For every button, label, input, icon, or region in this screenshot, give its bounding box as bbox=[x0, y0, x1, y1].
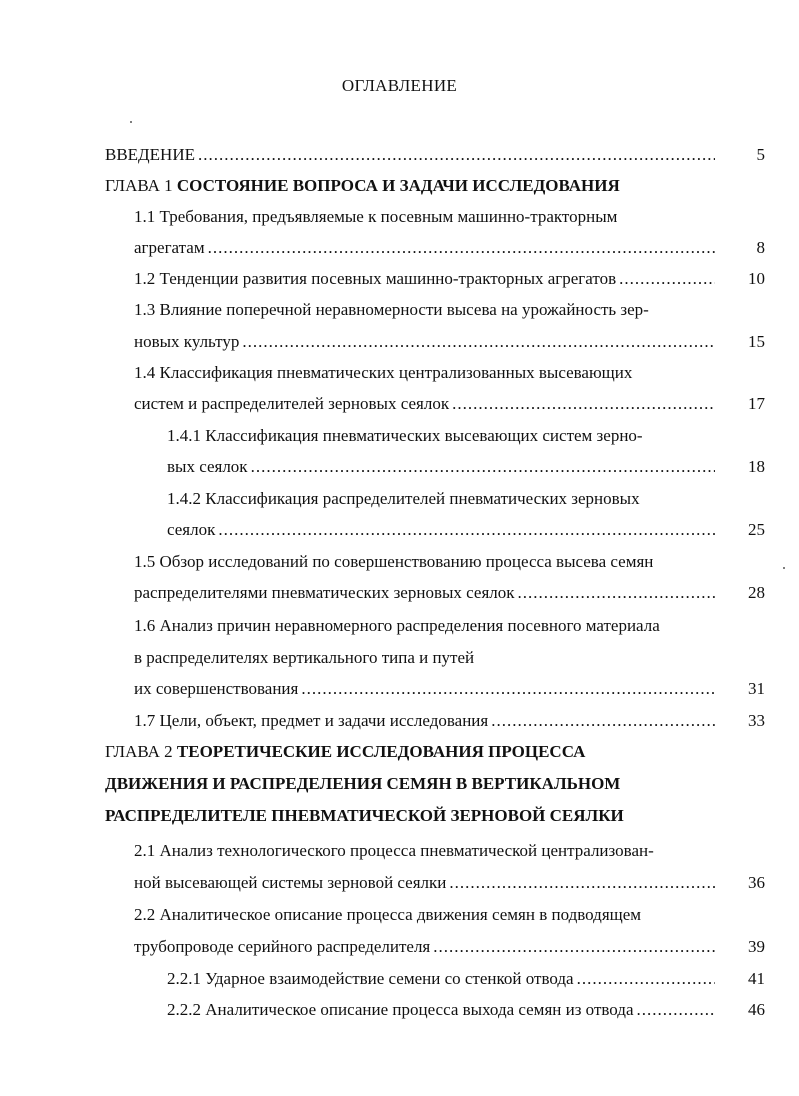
page-number: 17 bbox=[748, 394, 765, 413]
page-number: 5 bbox=[756, 145, 765, 164]
leader-dots bbox=[251, 455, 715, 479]
page-number: 39 bbox=[748, 937, 765, 956]
toc-entry-title: 1.6 Анализ причин неравномерного распределения посевного материала bbox=[134, 616, 660, 635]
toc-entry-1-4[interactable] bbox=[134, 361, 715, 385]
page-number: 46 bbox=[748, 1000, 765, 1019]
toc-entry-title: агрегатам bbox=[134, 238, 205, 257]
page-number: 41 bbox=[748, 969, 765, 988]
leader-dots bbox=[452, 392, 715, 416]
toc-entry-1-1-cont[interactable] bbox=[134, 236, 715, 260]
toc-entry-1-3-cont[interactable] bbox=[134, 330, 715, 354]
toc-entry-1-3[interactable] bbox=[134, 298, 715, 322]
leader-dots bbox=[449, 871, 715, 895]
toc-entry-title: 2.1 Анализ технологического процесса пневматической централизован- bbox=[134, 841, 654, 860]
toc-entry-1-4-cont[interactable] bbox=[134, 392, 715, 416]
chapter-heading-2[interactable] bbox=[105, 740, 715, 764]
toc-entry-1-4-1-cont[interactable] bbox=[167, 455, 715, 479]
toc-entry-2-1-cont[interactable] bbox=[134, 871, 715, 895]
toc-entry-1-4-1[interactable] bbox=[167, 424, 715, 448]
toc-entry-title: 1.4.2 Классификация распределителей пневматических зерновых bbox=[167, 489, 640, 508]
toc-entry-title: вых сеялок bbox=[167, 457, 248, 476]
toc-entry-2-2-cont[interactable] bbox=[134, 935, 715, 959]
toc-entry-1-1[interactable] bbox=[134, 205, 715, 229]
toc-entry-1-4-2-cont[interactable] bbox=[167, 518, 715, 542]
leader-dots bbox=[198, 143, 715, 167]
toc-entry-2-2[interactable] bbox=[134, 903, 715, 927]
toc-entry-title: 1.5 Обзор исследований по совершенствованию процесса высева семян bbox=[134, 552, 654, 571]
toc-entry-intro[interactable] bbox=[105, 143, 715, 167]
toc-entry-title: 1.1 Требования, предъявляемые к посевным машинно-тракторным bbox=[134, 207, 618, 226]
toc-entry-title: в распределителях вертикального типа и путей bbox=[134, 648, 475, 667]
toc-entry-1-7[interactable] bbox=[134, 709, 715, 733]
toc-entry-title: распределителями пневматических зерновых сеялок bbox=[134, 583, 515, 602]
toc-entry-title: 2.2.2 Аналитическое описание процесса выхода семян из отвода bbox=[167, 1000, 634, 1019]
toc-entry-title: 1.3 Влияние поперечной неравномерности высева на урожайность зер- bbox=[134, 300, 649, 319]
chapter-title: ДВИЖЕНИЯ И РАСПРЕДЕЛЕНИЯ СЕМЯН В ВЕРТИКАЛЬНОМ bbox=[105, 774, 621, 793]
leader-dots bbox=[433, 935, 715, 959]
page-number: 25 bbox=[748, 520, 765, 539]
leader-dots bbox=[301, 677, 715, 701]
toc-entry-1-2[interactable] bbox=[134, 267, 715, 291]
leader-dots bbox=[577, 967, 715, 991]
toc-entry-title: 2.2.1 Ударное взаимодействие семени со стенкой отвода bbox=[167, 969, 574, 988]
chapter-heading-2-cont[interactable] bbox=[105, 772, 715, 796]
toc-entry-2-2-2[interactable] bbox=[167, 998, 715, 1022]
leader-dots bbox=[518, 581, 715, 605]
toc-entry-title: их совершенствования bbox=[134, 679, 299, 698]
page-title: ОГЛАВЛЕНИЕ bbox=[341, 76, 458, 95]
chapter-title: СОСТОЯНИЕ ВОПРОСА И ЗАДАЧИ ИССЛЕДОВАНИЯ bbox=[176, 176, 620, 195]
leader-dots bbox=[619, 267, 715, 291]
toc-entry-title: 1.4 Классификация пневматических централизованных высевающих bbox=[134, 363, 633, 382]
toc-entry-1-6-cont[interactable] bbox=[134, 646, 715, 670]
page-number: 28 bbox=[748, 583, 765, 602]
toc-entry-title: трубопроводе серийного распределителя bbox=[134, 937, 431, 956]
toc-entry-1-4-2[interactable] bbox=[167, 487, 715, 511]
leader-dots bbox=[491, 709, 715, 733]
toc-entry-title: 1.2 Тенденции развития посевных машинно-тракторных агрегатов bbox=[134, 269, 617, 288]
toc-entry-1-5-cont[interactable] bbox=[134, 581, 715, 605]
chapter-title: РАСПРЕДЕЛИТЕЛЕ ПНЕВМАТИЧЕСКОЙ ЗЕРНОВОЙ СЕЯЛКИ bbox=[105, 806, 624, 825]
page-number: 10 bbox=[748, 269, 765, 288]
chapter-title: ТЕОРЕТИЧЕСКИЕ ИССЛЕДОВАНИЯ ПРОЦЕССА bbox=[176, 742, 586, 761]
page-number: 8 bbox=[756, 238, 765, 257]
toc-entry-1-6-cont2[interactable] bbox=[134, 677, 715, 701]
toc-entry-2-1[interactable] bbox=[134, 839, 715, 863]
toc-entry-title: систем и распределителей зерновых сеялок bbox=[134, 394, 450, 413]
page-number: 36 bbox=[748, 873, 765, 892]
leader-dots bbox=[637, 998, 716, 1022]
chapter-heading-2-cont2[interactable] bbox=[105, 804, 715, 828]
toc-entry-title: ВВЕДЕНИЕ bbox=[105, 145, 195, 164]
leader-dots bbox=[242, 330, 715, 354]
toc-entry-2-2-1[interactable] bbox=[167, 967, 715, 991]
page-number: 18 bbox=[748, 457, 765, 476]
page-number: 33 bbox=[748, 711, 765, 730]
toc-entry-title: 1.4.1 Классификация пневматических высевающих систем зерно- bbox=[167, 426, 643, 445]
page-number: 31 bbox=[748, 679, 765, 698]
leader-dots bbox=[208, 236, 715, 260]
toc-entry-title: сеялок bbox=[167, 520, 216, 539]
toc-entry-title: новых культур bbox=[134, 332, 240, 351]
toc-entry-1-6[interactable] bbox=[134, 614, 715, 638]
toc-entry-title: 2.2 Аналитическое описание процесса движения семян в подводящем bbox=[134, 905, 642, 924]
toc-entry-title: 1.7 Цели, объект, предмет и задачи исследования bbox=[134, 711, 489, 730]
toc-entry-1-5[interactable] bbox=[134, 550, 715, 574]
page-number: 15 bbox=[748, 332, 765, 351]
leader-dots bbox=[218, 518, 715, 542]
chapter-label: ГЛАВА 1 bbox=[105, 176, 177, 195]
chapter-label: ГЛАВА 2 bbox=[105, 742, 177, 761]
chapter-heading-1[interactable] bbox=[105, 174, 715, 198]
toc-entry-title: ной высевающей системы зерновой сеялки bbox=[134, 873, 447, 892]
